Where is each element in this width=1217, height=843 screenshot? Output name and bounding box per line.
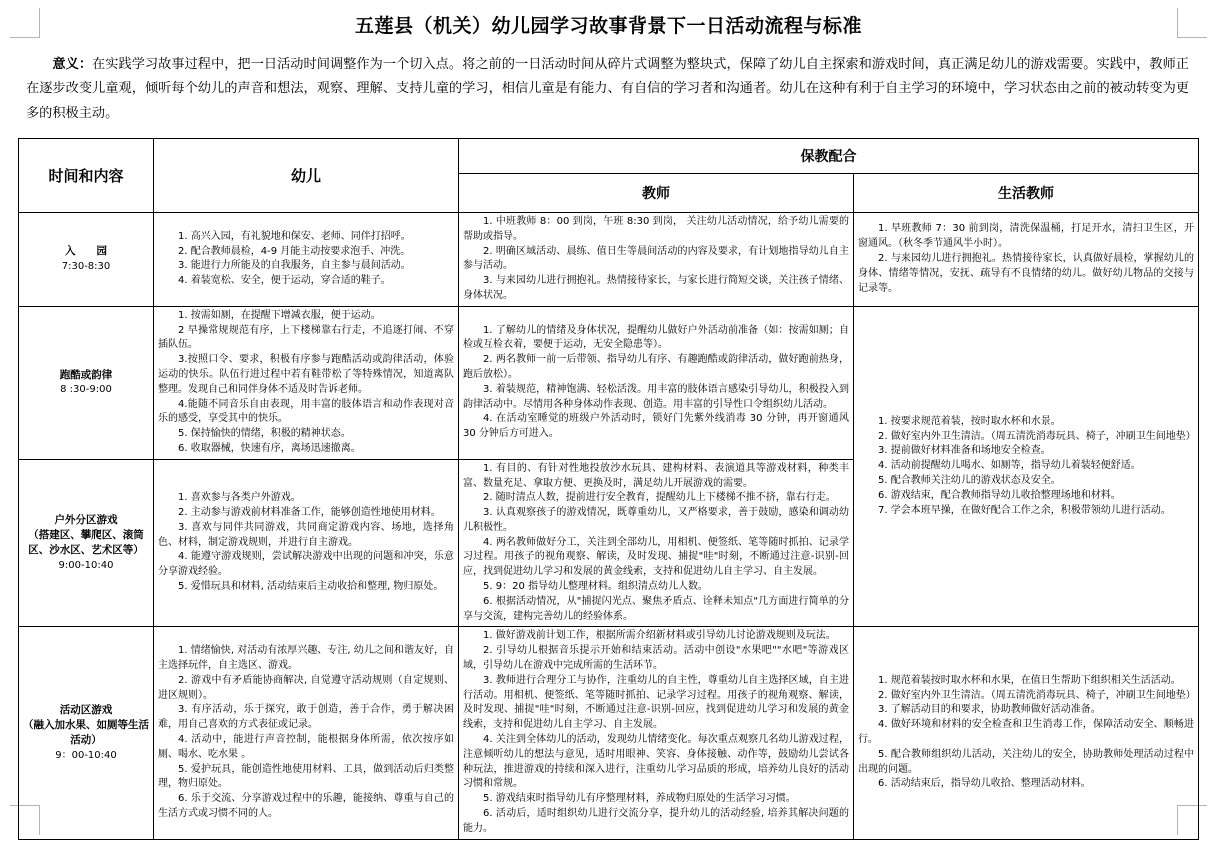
list-item: 2. 做好室内外卫生清洁。（周五清洗消毒玩具、椅子，冲刷卫生间地垫） [878, 689, 1196, 701]
list-item: 4. 活动中，能进行声音控制，能根据身体所需，依次按序如厕、喝水、吃水果 。 [158, 734, 454, 760]
list-item: 1. 规范着装按时取水杯和水果，在值日生帮助下组织相关生活活动。 [878, 674, 1181, 686]
list-item: 6. 收取器械，快速有序，离场迅速撤离。 [178, 442, 361, 454]
list-item: 3. 了解活动目的和要求，协助教师做好活动准备。 [878, 704, 1101, 716]
list-item: 1. 有目的、有针对性地投放沙水玩具、建构材料、表演道具等游戏材料，种类丰富、数量充足、拿取方便、更换及时，满足幼儿开展游戏的需要。 [463, 462, 849, 489]
list-item: 3. 着装规范，精神饱满、轻松活泼。用丰富的肢体语言感染引导幼儿，积极投入到韵律活动中。尽情用各种身体动作表现、创造。用丰富的引导性口令组织幼儿活动。 [463, 383, 849, 410]
time-cell [19, 212, 154, 306]
list-item: 4. 做好环境和材料的安全检查和卫生消毒工作，保障活动安全、顺畅进行。 [858, 719, 1194, 746]
time-label: 入 园 [65, 245, 107, 258]
list-item: 6. 根据活动情况，从"捕捉闪光点、聚焦矛盾点、诠释未知点"几方面进行简单的分享与交流，建构完善幼儿的经验体系。 [463, 595, 849, 622]
list-item: 2. 随时清点人数，提前进行安全教育，提醒幼儿上下楼梯不推不挤，靠右行走。 [483, 492, 836, 504]
list-item: 2. 配合教师晨检，4-9 月能主动按要求泡手、冲洗。 [178, 245, 411, 257]
list-item: 5. 爱惜玩具和材料, 活动结束后主动收拾和整理, 物归原处。 [178, 581, 444, 593]
time-label: 跑酷或韵律 [59, 368, 113, 381]
list-item: 1. 喜欢参与各类户外游戏。 [178, 492, 301, 504]
table-row [19, 627, 1199, 839]
children-cell [154, 627, 459, 839]
children-cell [154, 459, 459, 627]
list-item: 2. 引导幼儿根据音乐提示开始和结束活动。活动中创设"水果吧""水吧"等游戏区域，引导幼儿在游戏中完成所需的生活环节。 [463, 645, 849, 672]
list-item: 2 早操常规规范有序，上下楼梯靠右行走，不追逐打闹、不穿插队伍。 [158, 324, 454, 351]
list-item: 2. 游戏中有矛盾能协商解决, 自觉遵守活动规则（自定规则、进区规则）。 [158, 674, 454, 701]
life-teacher-cell [854, 306, 1199, 627]
list-item: 3. 教师进行合理分工与协作，注重幼儿的自主性，尊重幼儿自主选择区域，自主进行活动。用相机、便签纸、笔等随时抓拍、记录学习过程。用孩子的视角观察、解读，及时发现、捕捉"哇"时刻，不断通过注意-识别-回应，找到促进幼儿学习和发展的黄金线索，支持和促进幼儿自主学习、自主发展。 [463, 674, 849, 731]
time-range: 9：00-10:40 [55, 749, 117, 761]
list-item: 2. 与来园幼儿进行拥抱礼。热情接待家长，认真做好晨检，掌握幼儿的身体、情绪等情况，安抚、疏导有不良情绪的幼儿。做好幼儿物品的交接与记录等。 [858, 252, 1194, 294]
list-item: 5. 9：20 指导幼儿整理材料。组织清点幼儿人数。 [483, 581, 708, 593]
intro-paragraph [26, 53, 1189, 126]
list-item: 3. 认真观察孩子的游戏情况，既尊重幼儿，又严格要求，善于鼓励，感染和调动幼儿积极性。 [463, 507, 849, 533]
list-item: 4. 在活动室睡觉的班级户外活动时，锁好门先紫外线消毒 30 分钟，再开窗通风 30 分钟后方可进入。 [463, 413, 849, 440]
list-item: 2. 做好室内外卫生清洁。（周五清洗消毒玩具、椅子，冲刷卫生间地垫） [878, 430, 1196, 442]
children-cell [154, 212, 459, 306]
time-cell [19, 459, 154, 627]
teacher-cell [459, 627, 854, 839]
list-item: 4. 两名教师做好分工，关注到全部幼儿，用相机、便签纸、笔等随时抓拍、记录学习过程。用孩子的视角观察、解读，及时发现、捕捉"哇"时刻，不断通过注意-识别-回应，找到促进幼儿学习和发展的黄金线索，支持和促进幼儿自主学习、自主发展。 [463, 536, 849, 578]
time-range: 8 :30-9:00 [60, 384, 112, 396]
list-item: 1. 按要求规范着装，按时取水杯和水景。 [878, 415, 1061, 427]
list-item: 3. 有序活动，乐于探究，敢于创造，善于合作，勇于解决困难，用自己喜欢的方式表征或记录。 [158, 704, 454, 731]
table-row [19, 212, 1199, 306]
table-header-row-1 [19, 138, 1199, 173]
header-life-teacher: 生活教师 [854, 173, 1199, 212]
teacher-cell [459, 306, 854, 459]
list-item: 4. 活动前提醒幼儿喝水、如厕等，指导幼儿着装轻便舒适。 [878, 460, 1141, 472]
time-label: 户外分区游戏 [54, 514, 118, 526]
list-item: 6. 游戏结束，配合教师指导幼儿收拾整理场地和材料。 [878, 489, 1121, 501]
header-children: 幼儿 [154, 138, 459, 212]
list-item: 5. 配合教师关注幼儿的游戏状态及安全。 [878, 475, 1061, 486]
list-item: 5. 保持愉快的情绪，积极的精神状态。 [178, 428, 351, 440]
table-row [19, 306, 1199, 459]
list-item: 3. 喜欢与同伴共同游戏，共同商定游戏内容、场地，选择角色、材料，制定游戏规则，并进行自主游戏。 [158, 521, 454, 548]
list-item: 3.按照口令、要求，积极有序参与跑酷活动或韵律活动，体验运动的快乐。队伍行进过程中若有鞋带松了等特殊情况，知道离队整理。发现自己和同伴身体不适及时告诉老师。 [158, 354, 454, 395]
list-item: 6. 活动后，适时组织幼儿进行交流分享，提升幼儿的活动经验, 培养其解决问题的能力。 [463, 808, 849, 834]
list-item: 4.能随不同音乐自由表现，用丰富的肢体语言和动作表现对音乐的感受，享受其中的快乐。 [158, 398, 454, 425]
list-item: 4. 着装宽松、安全，便于运动，穿合适的鞋子。 [178, 275, 391, 287]
list-item: 2. 主动参与游戏前材料准备工作，能够创造性地使用材料。 [178, 507, 441, 519]
time-sublabel: （融入加水果、如厕等生活活动） [23, 719, 149, 747]
time-range: 9:00-10:40 [58, 559, 114, 571]
time-range: 7:30-8:30 [61, 260, 111, 272]
time-cell [19, 306, 154, 459]
list-item: 3. 与来园幼儿进行拥抱礼。热情接待家长，与家长进行简短交谈，关注孩子情绪、身体状况。 [463, 275, 849, 301]
time-sublabel: （搭建区、攀爬区、滚筒区、沙水区、艺术区等） [28, 529, 144, 557]
list-item: 6. 乐于交流、分享游戏过程中的乐趣，能接纳、尊重与自己的生活方式或习惯不同的人。 [158, 793, 454, 820]
list-item: 1. 做好游戏前计划工作，根据所需介绍新材料或引导幼儿讨论游戏规则及玩法。 [483, 630, 836, 642]
list-item: 3. 能进行力所能及的自我服务，自主参与晨间活动。 [178, 260, 411, 272]
header-care-education-group: 保教配合 [459, 138, 1199, 173]
list-item: 4. 能遵守游戏规则，尝试解决游戏中出现的问题和冲突，乐意分享游戏经验。 [158, 551, 454, 578]
daily-activity-table [18, 138, 1199, 840]
header-teacher: 教师 [459, 173, 854, 212]
teacher-cell [459, 212, 854, 306]
list-item: 1. 了解幼儿的情绪及身体状况，提醒幼儿做好户外活动前准备（如：按需如厕；自检或互检衣着，要便于运动，无安全隐患等）。 [463, 324, 849, 351]
list-item: 5. 游戏结束时指导幼儿有序整理材料，养成物归原处的生活学习习惯。 [483, 793, 796, 805]
list-item: 5. 配合教师组织幼儿活动，关注幼儿的安全，协助教师处理活动过程中出现的问题。 [858, 748, 1194, 775]
header-time-and-content: 时间和内容 [19, 138, 154, 212]
list-item: 1. 按需如厕，在提醒下增减衣服，便于运动。 [178, 309, 381, 321]
list-item: 2. 明确区域活动、晨练、值日生等晨间活动的内容及要求，有计划地指导幼儿自主参与活动。 [463, 245, 849, 272]
list-item: 2. 两名教师一前一后带领、指导幼儿有序、有趣跑酷或韵律活动，做好跑前热身，跑后放松）。 [463, 354, 849, 380]
life-teacher-cell [854, 212, 1199, 306]
list-item: 6. 活动结束后，指导幼儿收拾、整理活动材料。 [878, 778, 1091, 790]
list-item: 1. 早班教师 7：30 前到岗，清洗保温桶，打足开水，清扫卫生区，开窗通风。（秋冬季节通风半小时）。 [858, 223, 1194, 250]
intro-body-text: 在实践学习故事过程中，把一日活动时间调整作为一个切入点。将之前的一日活动时间从碎片式调整为整块式，保障了幼儿自主探索和游戏时间，真正满足幼儿的游戏需要。实践中，教师正在逐步改变儿童观，倾听每个幼儿的声音和想法，观察、理解、支持儿童的学习，相信儿童是有能力、有自信的学习者和沟通者。幼儿在这种有利于自主学习的环境中，学习状态由之前的被动转变为更多的积极主动。 [26, 56, 1189, 121]
children-cell [154, 306, 459, 459]
time-cell [19, 627, 154, 839]
list-item: 5. 爱护玩具，能创造性地使用材料、工具，做到活动后归类整理，物归原处。 [158, 763, 454, 790]
intro-lead-label: 意义： [52, 56, 93, 72]
page-title: 五莲县（机关）幼儿园学习故事背景下一日活动流程与标准 [354, 15, 862, 37]
list-item: 7. 学会本班早操，在做好配合工作之余，积极带领幼儿进行活动。 [878, 504, 1171, 516]
list-item: 1. 高兴入园，有礼貌地和保安、老师、同伴打招呼。 [178, 230, 411, 242]
list-item: 4. 关注到全体幼儿的活动，发现幼儿情绪变化。每次重点观察几名幼儿游戏过程，注意倾听幼儿的想法与意见，适时用眼神、笑容、身体接触、动作等，鼓励幼儿尝试各种玩法，推进游戏的持续和深入进行，注重幼儿学习品质的形成，培养幼儿良好的活动习惯和常规。 [463, 734, 849, 790]
list-item: 1. 中班教师 8：00 到岗，午班 8:30 到岗， 关注幼儿活动情况，给予幼儿需要的帮助或指导。 [463, 215, 849, 242]
table-body [19, 212, 1199, 839]
list-item: 3. 提前做好材料准备和场地安全检查。 [878, 445, 1051, 457]
teacher-cell [459, 459, 854, 627]
time-label: 活动区游戏 [59, 703, 113, 716]
life-teacher-cell [854, 627, 1199, 839]
list-item: 1. 情绪愉快, 对活动有浓厚兴趣、专注, 幼儿之间和谐友好，自主选择玩伴，自主选区、游戏。 [158, 645, 454, 672]
